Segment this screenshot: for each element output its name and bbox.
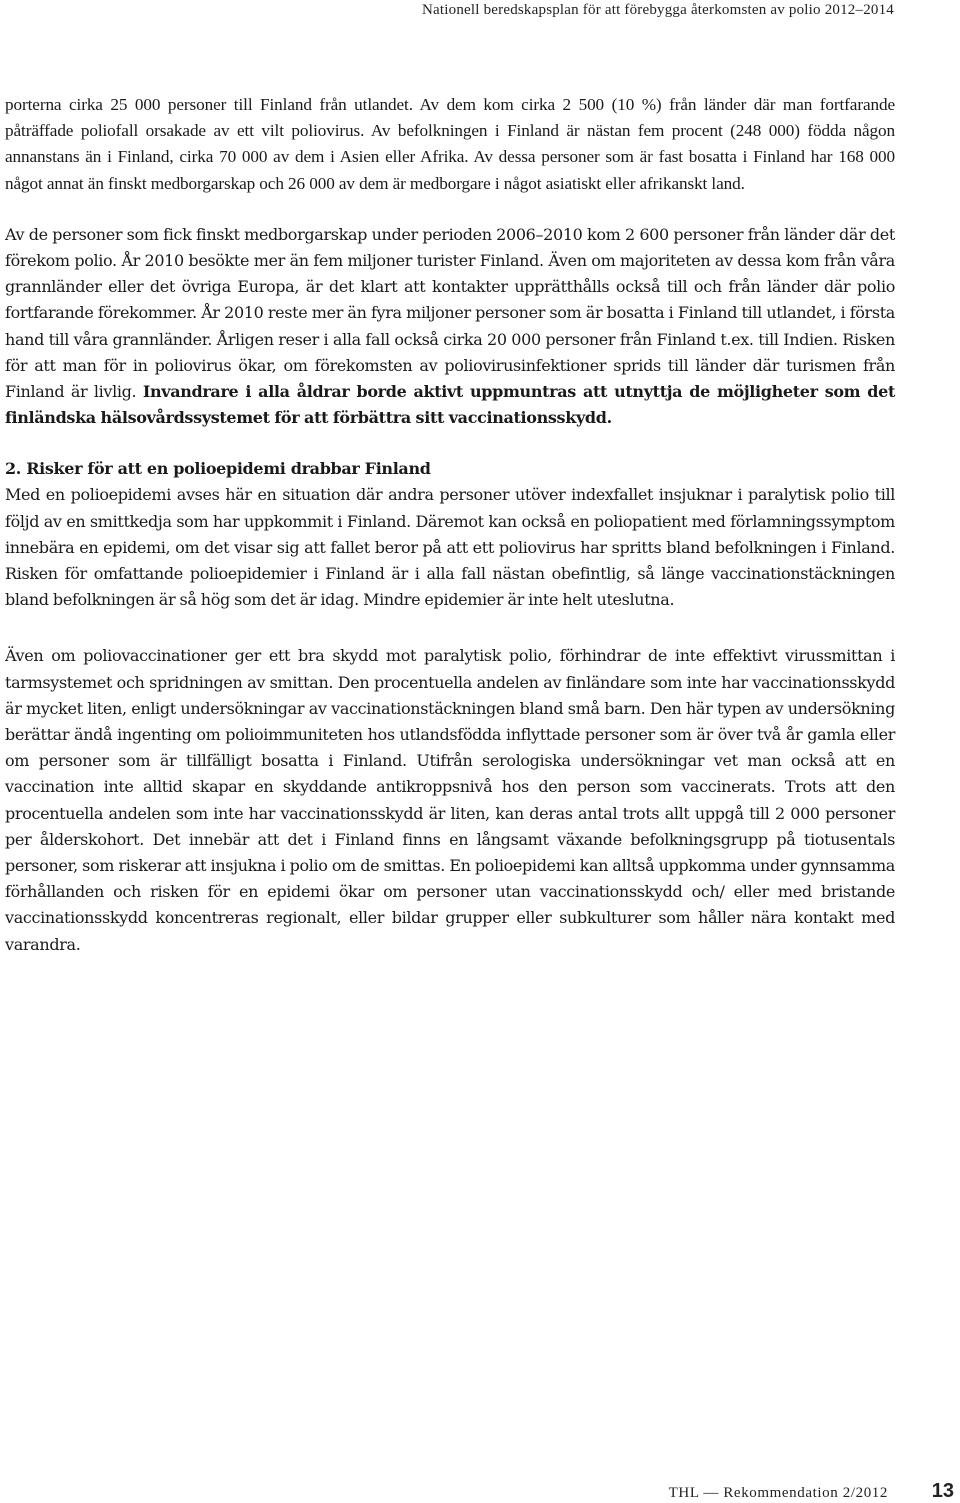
page-number: 13: [931, 1480, 954, 1502]
running-header: Nationell beredskapsplan för att förebygga återkomsten av polio 2012–2014: [422, 2, 894, 18]
paragraph-immigration-statistics: porterna cirka 25 000 personer till Finland från utlandet. Av dem kom cirka 2 500 (10 %) från länder där man fortfarande påträffade poliofall orsakade av ett vilt poliovirus. Av befolkningen i Finland är nästan fem procent (248 000) födda någon annanstans än i Finland, cirka 70 000 av dem i Asien eller Afrika. Av dessa personer som är fast bosatta i Finland har 168 000 något annat än finskt medborgarskap och 26 000 av dem är medborgare i något asiatiskt eller afrikanskt land.: [5, 95, 895, 193]
paragraph-travel-text: Av de personer som fick finskt medborgarskap under perioden 2006–2010 kom 2 600 personer från länder där det förekom polio. År 2010 besökte mer än fem miljoner turister Finland. Även om majoriteten av dessa kom från våra grannländer eller det övriga Europa, är det klart att kontakter upprätthålls också till och från länder där polio fortfarande förekommer. År 2010 reste mer än fyra miljoner personer som är bosatta i Finland till utlandet, i första hand till våra grannländer. Årligen reser i alla fall också cirka 20 000 personer från Finland t.ex. till Indien. Risken för att man för in poliovirus ökar, om förekomsten av poliovirusinfektioner sprids till länder där turismen från Finland är livlig.: [5, 224, 895, 402]
paragraph-vaccination-coverage: Även om poliovaccinationer ger ett bra skydd mot paralytisk polio, förhindrar de inte effektivt virussmittan i tarmsystemet och spridningen av smittan. Den procentuella andelen av finländare som inte har vaccinationsskydd är mycket liten, enligt undersökningar av vaccinationstäckningen bland små barn. Den här typen av undersökning berättar ändå ingenting om polioimmuniteten hos utlandsfödda inflyttade personer som är över två år gamla eller om personer som är tillfälligt bosatta i Finland. Utifrån serologiska undersökningar vet man också att en vaccination inte alltid skapar en skyddande antikroppsnivå hos den person som vaccinerats. Trots att den procentuella andelen som inte har vaccinationsskydd är liten, kan deras antal trots allt uppgå till 2 000 personer per ålderskohort. Det innebär att det i Finland finns en långsamt växande befolkningsgrupp på tiotusentals personer, som riskerar att insjukna i polio om de smittas. En polioepidemi kan alltså uppkomma under gynnsamma förhållanden och risken för en epidemi ökar om personer utan vaccinationsskydd och/ eller med bristande vaccinationsskydd koncentreras regionalt, eller bildar grupper eller subkulturer som håller nära kontakt med varandra.: [5, 646, 895, 954]
footer-publication-label: THL — Rekommendation 2/2012: [668, 1485, 888, 1501]
recommendation-bold-text: Invandrare i alla åldrar borde aktivt uppmuntras att utnyttja de möjligheter som det finländska hälsovårdssystemet för att förbättra sitt vaccinationsskydd.: [5, 382, 896, 428]
section-heading: 2. Risker för att en polioepidemi drabbar Finland: [5, 459, 431, 479]
paragraph-epidemic-definition: Med en polioepidemi avses här en situation där andra personer utöver indexfallet insjuknar i paralytisk polio till följd av en smittkedja som har uppkommit i Finland. Däremot kan också en poliopatient med förlamningssymptom innebära en epidemi, om det visar sig att fallet beror på att ett poliovirus har spritts bland befolkningen i Finland. Risken för omfattande polioepidemier i Finland är i alla fall nästan obefintlig, så länge vaccinationstäckningen bland befolkningen är så hög som det är idag. Mindre epidemier är inte helt uteslutna.: [5, 485, 895, 610]
paragraph-citizenship-and-travel: [5, 222, 895, 432]
document-body: [5, 92, 895, 983]
